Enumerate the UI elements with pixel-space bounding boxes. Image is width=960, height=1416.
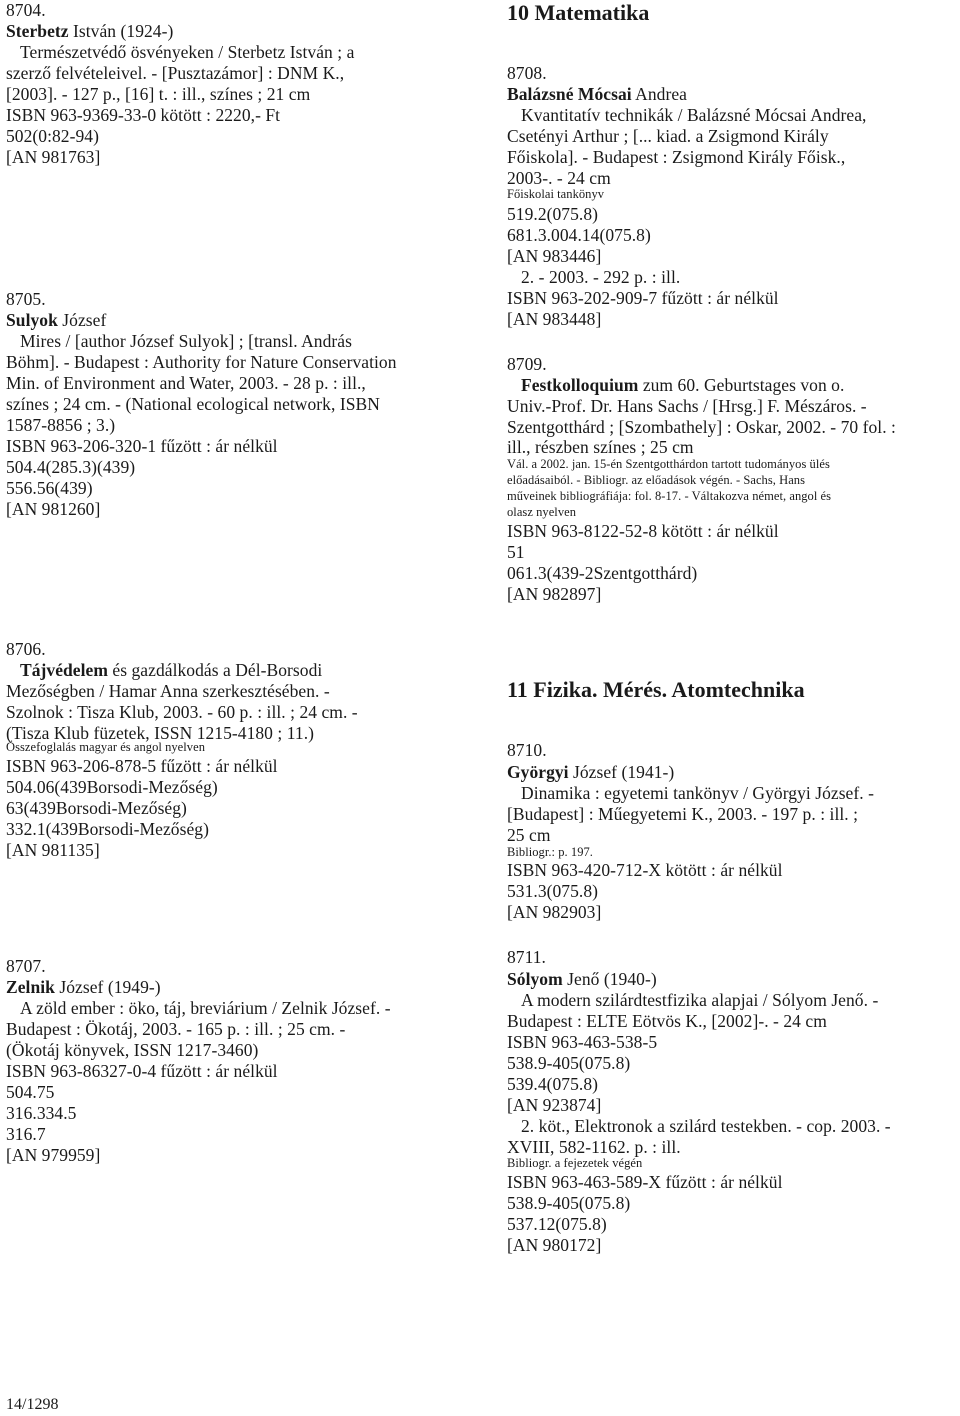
entry-line: Min. of Environment and Water, 2003. - 28 p. : ill., (6, 373, 366, 393)
entry-line: Mires / [author József Sulyok] ; [transl. András (20, 331, 352, 351)
entry-line: A zöld ember : öko, táj, breviárium / Zelnik József. - (20, 998, 391, 1018)
entry-number: 8711. (507, 947, 546, 967)
entry-line: szerző felvételeivel. - [Pusztazámor] : DNM K., (6, 63, 345, 83)
udc-line: 061.3(439-2Szentgotthárd) (507, 563, 698, 583)
entry-number: 8706. (6, 639, 46, 659)
an-line: [AN 979959] (6, 1145, 101, 1165)
entry-line: Szolnok : Tisza Klub, 2003. - 60 p. : ill. ; 24 cm. - (6, 702, 358, 722)
entry-line: Böhm]. - Budapest : Authority for Nature Conservation (6, 352, 397, 372)
author-surname: Balázsné Mócsai (507, 84, 632, 104)
entry-number: 8710. (507, 740, 547, 760)
entry-number: 8705. (6, 289, 46, 309)
section-heading-matematika: 10 Matematika (507, 0, 650, 25)
entry-line: Kvantitatív technikák / Balázsné Mócsai Andrea, (521, 105, 867, 125)
entry-line: 25 cm (507, 825, 551, 845)
entry-line: színes ; 24 cm. - (National ecological network, ISBN (6, 394, 380, 414)
an-line: [AN 983448] (507, 309, 602, 329)
entry-heading (6, 21, 173, 42)
title-keyword: Tájvédelem (20, 660, 108, 680)
entry-line: (Ökotáj könyvek, ISSN 1217-3460) (6, 1040, 259, 1060)
udc-line: 504.75 (6, 1082, 55, 1102)
udc-line: 531.3(075.8) (507, 881, 599, 901)
author-rest: József (57, 310, 107, 330)
isbn-line: ISBN 963-463-589-X fűzött : ár nélkül (507, 1172, 783, 1192)
title-keyword: Festkolloquium (521, 375, 639, 395)
entry-line: A modern szilárdtestfizika alapjai / Sólyom Jenő. - (521, 990, 879, 1010)
udc-line: 316.334.5 (6, 1103, 77, 1123)
entry-line: [Budapest] : Műegyetemi K., 2003. - 197 p. : ill. ; (507, 804, 859, 824)
an-line: [AN 981135] (6, 840, 100, 860)
entry-heading (507, 84, 687, 105)
udc-line: 332.1(439Borsodi-Mezőség) (6, 819, 209, 839)
entry-heading (6, 977, 161, 998)
entry-line: Univ.-Prof. Dr. Hans Sachs / [Hrsg.] F. Mészáros. - (507, 396, 867, 416)
entry-line: 2003-. - 24 cm (507, 168, 611, 188)
isbn-line: ISBN 963-202-909-7 fűzött : ár nélkül (507, 288, 779, 308)
volume-line: 2. - 2003. - 292 p. : ill. (521, 267, 681, 287)
udc-line: 681.3.004.14(075.8) (507, 225, 651, 245)
author-surname: Sólyom (507, 969, 563, 989)
an-line: [AN 981763] (6, 147, 101, 167)
author-surname: Sterbetz (6, 21, 69, 41)
entry-note: műveinek bibliográfiája: fol. 8-17. - Váltakozva német, angol és (507, 489, 832, 503)
entry-heading (507, 762, 674, 783)
isbn-line: ISBN 963-9369-33-0 kötött : 2220,- Ft (6, 105, 281, 125)
entry-note: Bibliogr.: p. 197. (507, 845, 593, 859)
udc-line: 63(439Borsodi-Mezőség) (6, 798, 187, 818)
entry-heading (507, 969, 657, 990)
udc-line: 539.4(075.8) (507, 1074, 599, 1094)
isbn-line: ISBN 963-420-712-X kötött : ár nélkül (507, 860, 783, 880)
entry-heading (6, 660, 322, 681)
entry-heading (6, 310, 106, 331)
isbn-line: ISBN 963-206-878-5 fűzött : ár nélkül (6, 756, 278, 776)
entry-line: Szentgotthárd ; [Szombathely] : Oskar, 2002. - 70 fol. : (507, 417, 896, 437)
udc-line: 504.06(439Borsodi-Mezőség) (6, 777, 218, 797)
author-surname: Sulyok (6, 310, 58, 330)
entry-line: Mezőségben / Hamar Anna szerkesztésében. - (6, 681, 330, 701)
entry-line: ill., részben színes ; 25 cm (507, 437, 694, 457)
entry-line: 1587-8856 ; 3.) (6, 415, 116, 435)
entry-number: 8707. (6, 956, 46, 976)
an-line: [AN 980172] (507, 1235, 602, 1255)
page-number: 14/1298 (6, 1396, 59, 1413)
author-rest: József (1941-) (568, 762, 675, 782)
isbn-line: ISBN 963-206-320-1 fűzött : ár nélkül (6, 436, 278, 456)
udc-line: 316.7 (6, 1124, 46, 1144)
udc-line: 519.2(075.8) (507, 204, 599, 224)
entry-line: Természetvédő ösvényeken / Sterbetz István ; a (20, 42, 355, 62)
author-surname: Zelnik (6, 977, 55, 997)
isbn-line: ISBN 963-8122-52-8 kötött : ár nélkül (507, 521, 779, 541)
entry-line: Budapest : ELTE Eötvös K., [2002]-. - 24 cm (507, 1011, 827, 1031)
author-rest: József (1949-) (54, 977, 161, 997)
udc-line: 556.56(439) (6, 478, 93, 498)
section-heading-fizika: 11 Fizika. Mérés. Atomtechnika (507, 677, 805, 702)
entry-line: (Tisza Klub füzetek, ISSN 1215-4180 ; 11.) (6, 723, 314, 743)
entry-note: olasz nyelven (507, 505, 577, 519)
udc-line: 538.9-405(075.8) (507, 1193, 631, 1213)
udc-line: 537.12(075.8) (507, 1214, 607, 1234)
an-line: [AN 923874] (507, 1095, 602, 1115)
entry-number: 8708. (507, 63, 547, 83)
udc-line: 51 (507, 542, 525, 562)
isbn-line: ISBN 963-86327-0-4 fűzött : ár nélkül (6, 1061, 278, 1081)
udc-line: 538.9-405(075.8) (507, 1053, 631, 1073)
volume-line: 2. köt., Elektronok a szilárd testekben. - cop. 2003. - (521, 1116, 891, 1136)
entry-line: Főiskola]. - Budapest : Zsigmond Király Főisk., (507, 147, 846, 167)
an-line: [AN 982903] (507, 902, 602, 922)
entry-note: előadásaiból. - Bibliogr. az előadások végén. - Sachs, Hans (507, 473, 806, 487)
entry-number: 8709. (507, 354, 547, 374)
title-rest: zum 60. Geburtstages von o. (638, 375, 845, 395)
title-rest: és gazdálkodás a Dél-Borsodi (107, 660, 323, 680)
isbn-line: ISBN 963-463-538-5 (507, 1032, 658, 1052)
an-line: [AN 983446] (507, 246, 602, 266)
author-rest: Jenő (1940-) (562, 969, 657, 989)
entry-note: Vál. a 2002. jan. 15-én Szentgotthárdon tartott tudományos ülés (507, 457, 830, 471)
entry-line: Dinamika : egyetemi tankönyv / Györgyi József. - (521, 783, 874, 803)
udc-line: 502(0:82-94) (6, 126, 99, 146)
entry-line: Budapest : Ökotáj, 2003. - 165 p. : ill. ; 25 cm. - (6, 1019, 346, 1039)
entry-line: [2003]. - 127 p., [16] t. : ill., színes ; 21 cm (6, 84, 311, 104)
author-rest: István (1924-) (68, 21, 174, 41)
udc-line: 504.4(285.3)(439) (6, 457, 136, 477)
entry-heading (507, 375, 844, 396)
entry-note: Bibliogr. a fejezetek végén (507, 1156, 643, 1170)
an-line: [AN 981260] (6, 499, 101, 519)
entry-note: Főiskolai tankönyv (507, 187, 605, 201)
entry-number: 8704. (6, 0, 46, 20)
an-line: [AN 982897] (507, 584, 602, 604)
entry-line: Csetényi Arthur ; [... kiad. a Zsigmond Király (507, 126, 829, 146)
entry-note: Összefoglalás magyar és angol nyelven (6, 740, 206, 754)
author-rest: Andrea (631, 84, 687, 104)
entry-line: XVIII, 582-1162. p. : ill. (507, 1137, 681, 1157)
author-surname: Györgyi (507, 762, 569, 782)
